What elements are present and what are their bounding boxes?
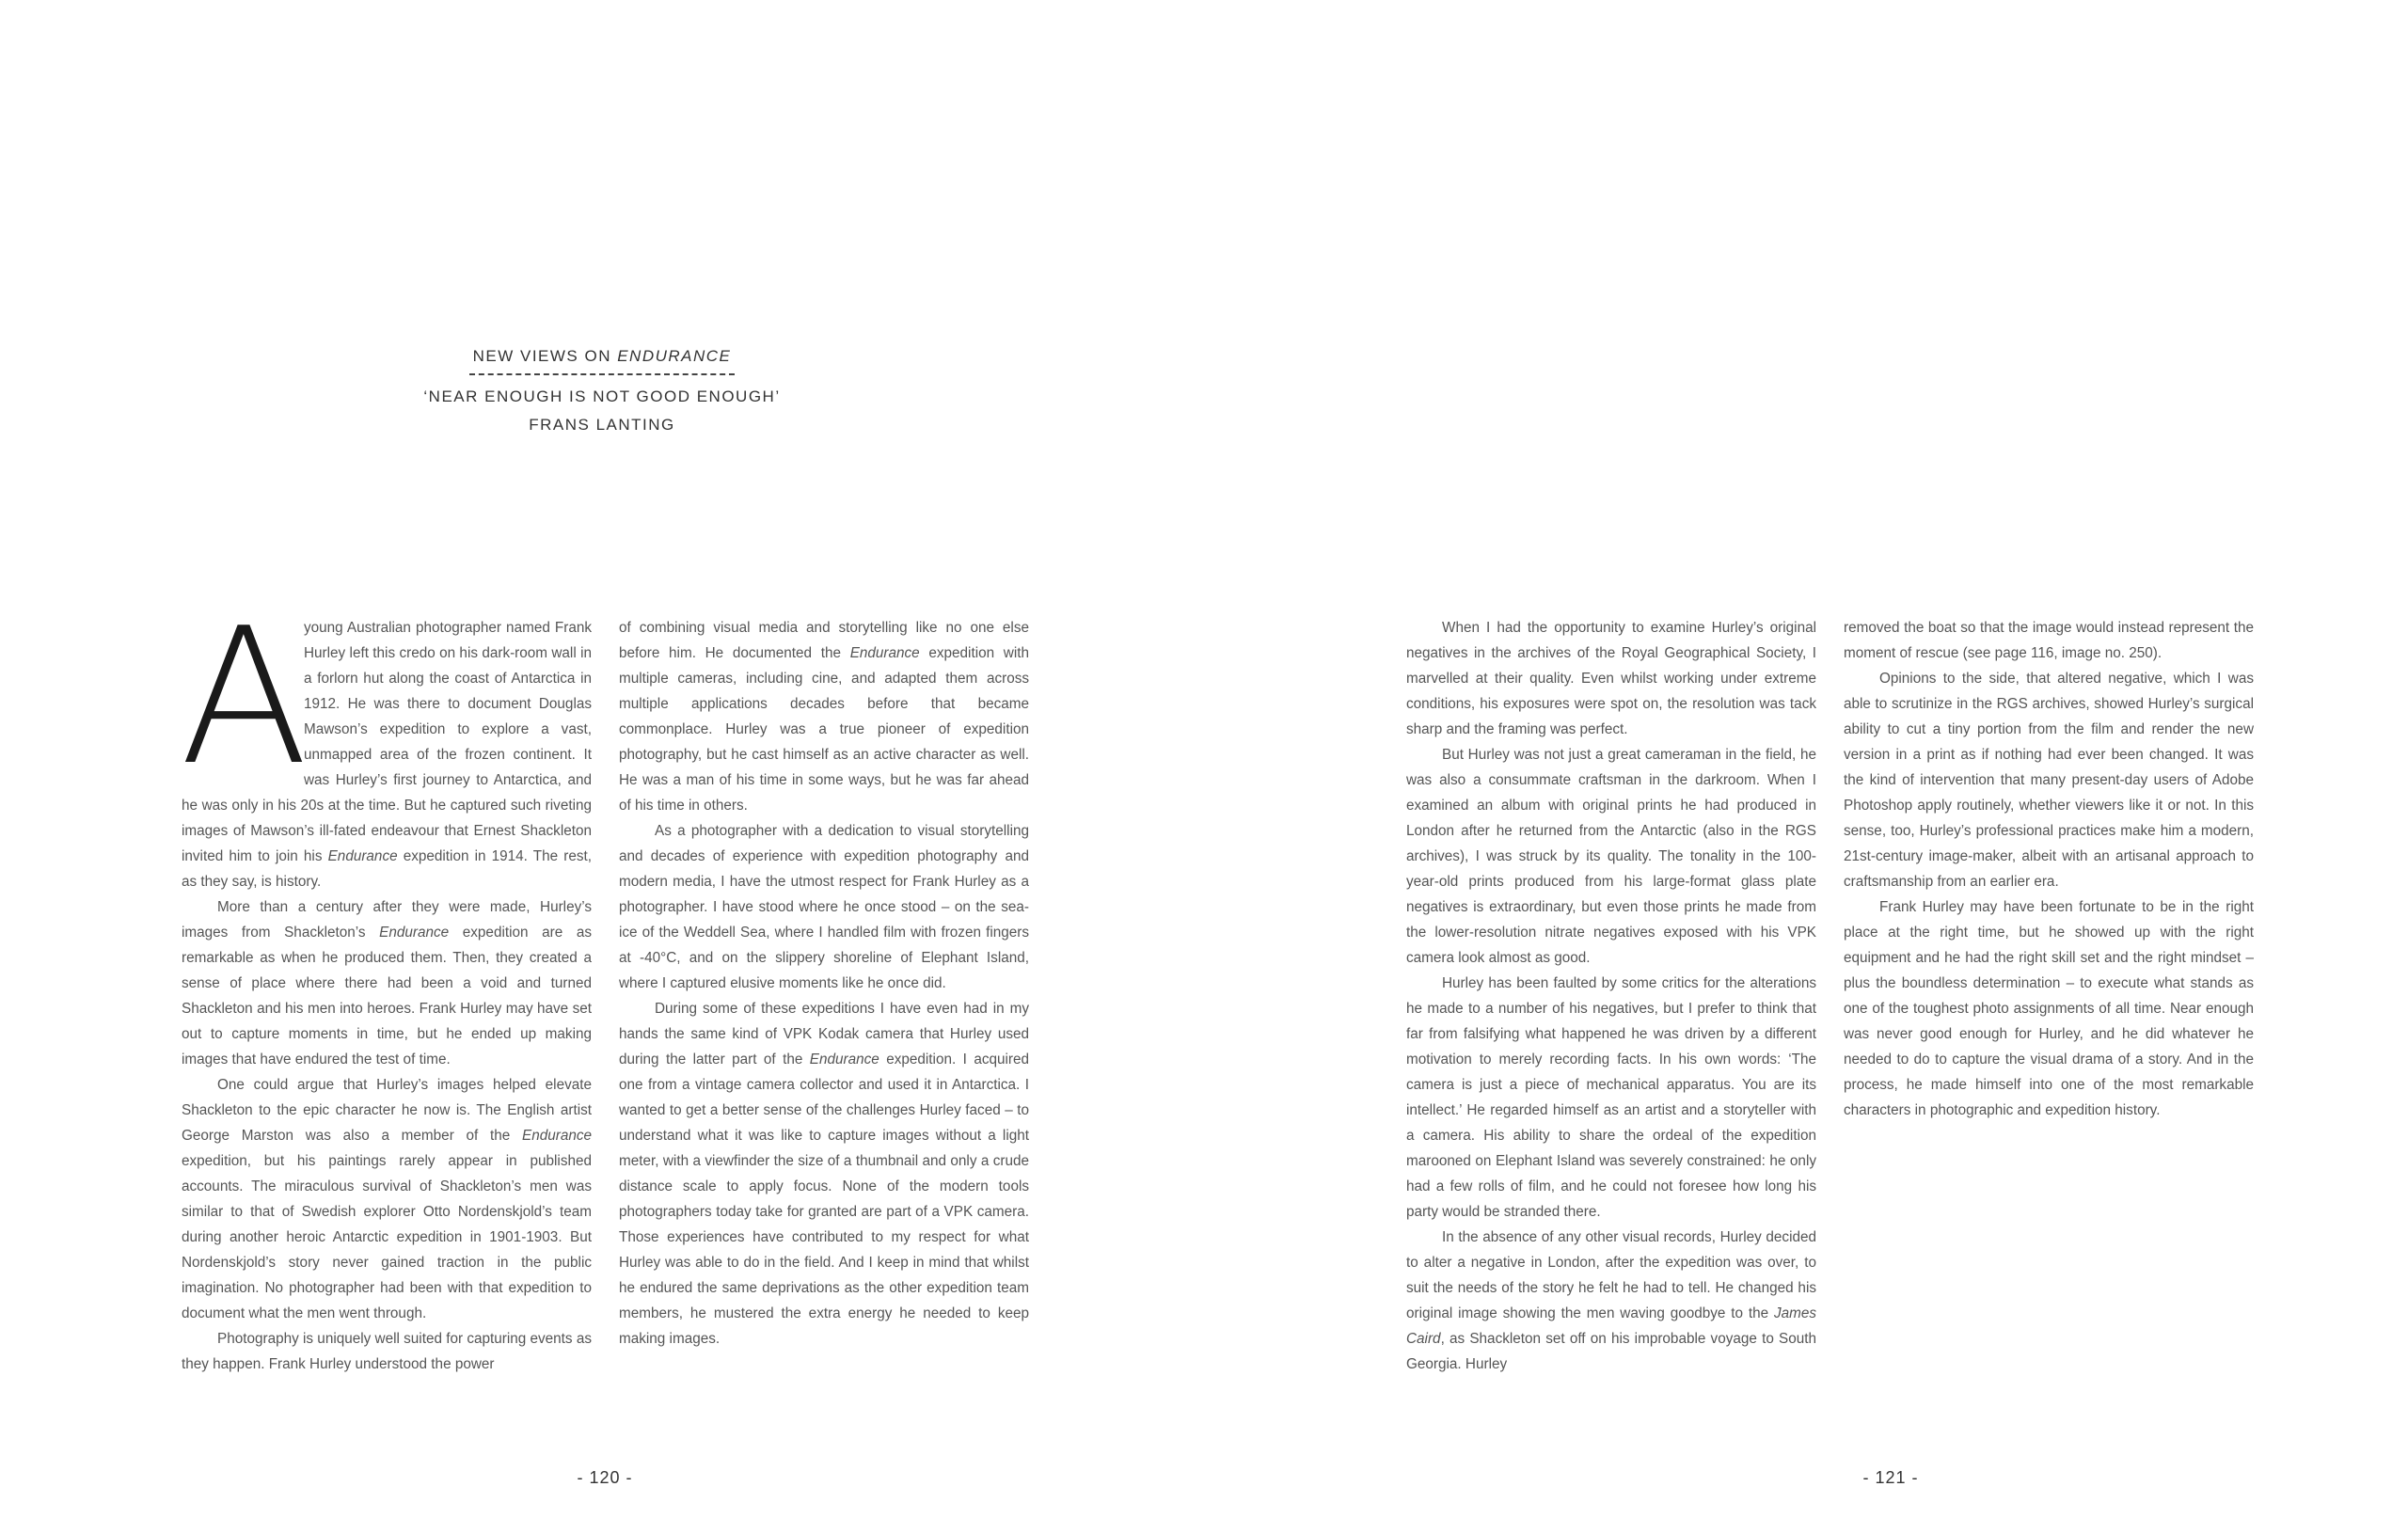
right-page bbox=[1204, 0, 2408, 1534]
paragraph: More than a century after they were made, Hurley’s images from Shackleton’s Endurance expedition are as remarkable as when he produced them. Then, they created a sense of place where there had been a void and turned Shackleton and his men into heroes. Frank Hurley may have set out to capture moments in time, but he ended up making images that have endured the test of time. bbox=[182, 899, 592, 1067]
paragraph: But Hurley was not just a great cameraman in the field, he was also a consummate craftsman in the darkroom. When I examined an album with original prints he had produced in London after he returned from the Antarctic (also in the RGS archives), I was struck by its quality. The tonality in the 100-year-old prints produced from his large-format glass plate negatives is extraordinary, but even those prints he made from the lower-resolution nitrate negatives exposed with his VPK camera look almost as good. bbox=[1406, 747, 1816, 966]
paragraph: One could argue that Hurley’s images helped elevate Shackleton to the epic character he now is. The English artist George Marston was also a member of the Endurance expedition, but his paintings rarely appear in published accounts. The miraculous survival of Shackleton’s men was similar to that of Swedish explorer Otto Nordenskjold’s team during another heroic Antarctic expedition in 1901-1903. But Nordenskjold’s story never gained traction in the public imagination. No photographer had been with that expedition to document what the men went through. bbox=[182, 1077, 592, 1321]
drop-cap-letter bbox=[180, 588, 309, 807]
page-number-left: - 120 - bbox=[577, 1468, 633, 1487]
series-title-italic: ENDURANCE bbox=[617, 347, 732, 365]
series-title-prefix: NEW VIEWS ON bbox=[472, 347, 618, 365]
page-number-right: - 121 - bbox=[1862, 1468, 1919, 1487]
text-column-2 bbox=[619, 615, 1029, 1352]
paragraph: In the absence of any other visual records, Hurley decided to alter a negative in London, after the expedition was over, to suit the needs of the story he felt he had to tell. He changed his original image showing the men waving goodbye to the James Caird, as Shackleton set off on his improbable voyage to South Georgia. Hurley bbox=[1406, 1229, 1816, 1372]
paragraph: Opinions to the side, that altered negative, which I was able to scrutinize in the RGS archives, showed Hurley’s surgical ability to cut a tiny portion from the film and render the new version in a print as if nothing had ever been changed. It was the kind of intervention that many present-day users of Adobe Photoshop apply routinely, whether viewers like it or not. In this sense, too, Hurley’s professional practices make him a modern, 21st-century image-maker, albeit with an artisanal approach to craftsmanship from an earlier era. bbox=[1844, 671, 2254, 890]
paragraph: young Australian photographer named Frank Hurley left this credo on his dark-room wall in a forlorn hut along the coast of Antarctica in 1912. He was there to document Douglas Mawson’s expedition to explore a vast, unmapped area of the frozen continent. It was Hurley’s first journey to Antarctica, and he was only in his 20s at the time. But he captured such riveting images of Mawson’s ill-fated endeavour that Ernest Shackleton invited him to join his Endurance expedition in 1914. The rest, as they say, is history. bbox=[182, 620, 592, 890]
chapter-heading bbox=[404, 343, 800, 439]
paragraph: of combining visual media and storytelling like no one else before him. He documented the Endurance expedition with multiple cameras, including cine, and adapted them across multiple applications decades before that became commonplace. Hurley was a true pioneer of expedition photography, but he cast himself as an active character as well. He was a man of his time in some ways, but he was far ahead of his time in others. bbox=[619, 620, 1029, 814]
heading-rule bbox=[469, 373, 735, 375]
series-title bbox=[404, 343, 800, 370]
paragraph: Hurley has been faulted by some critics for the alterations he made to a number of his negatives, but I prefer to think that far from falsifying what happened he was driven by a different motivation to merely recording facts. In his own words: ‘The camera is just a piece of mechanical apparatus. You are its intellect.’ He regarded himself as an artist and a storyteller with a camera. His ability to share the ordeal of the expedition marooned on Elephant Island was severely constrained: he only had a few rolls of film, and he could not foresee how long his party would be stranded there. bbox=[1406, 975, 1816, 1220]
essay-title: ‘NEAR ENOUGH IS NOT GOOD ENOUGH’ bbox=[423, 387, 781, 405]
paragraph: During some of these expeditions I have even had in my hands the same kind of VPK Kodak camera that Hurley used during the latter part of the Endurance expedition. I acquired one from a vintage camera collector and used it in Antarctica. I wanted to get a better sense of the challenges Hurley faced – to understand what it was like to capture images without a light meter, with a viewfinder the size of a thumbnail and only a crude distance scale to apply focus. None of the modern tools photographers today take for granted are part of a VPK camera. Those experiences have contributed to my respect for what Hurley was able to do in the field. And I keep in mind that whilst he endured the same deprivations as the other expedition team members, he mustered the extra energy he needed to keep making images. bbox=[619, 1001, 1029, 1347]
text-column-3 bbox=[1406, 615, 1816, 1377]
text-column-4 bbox=[1844, 615, 2254, 1123]
paragraph: As a photographer with a dedication to visual storytelling and decades of experience with expedition photography and modern media, I have the utmost respect for Frank Hurley as a photographer. I have stood where he once stood – on the sea-ice of the Weddell Sea, where I handled film with frozen fingers at -40°C, and on the slippery shoreline of Elephant Island, where I captured elusive moments like he once did. bbox=[619, 823, 1029, 991]
drop-cap-glyph: A bbox=[180, 588, 309, 807]
essay-author: FRANS LANTING bbox=[529, 416, 675, 434]
paragraph: When I had the opportunity to examine Hurley’s original negatives in the archives of the Royal Geographical Society, I marvelled at their quality. Even whilst working under extreme conditions, his exposures were spot on, the resolution was tack sharp and the framing was perfect. bbox=[1406, 620, 1816, 737]
drop-cap bbox=[180, 588, 309, 807]
paragraph: Photography is uniquely well suited for capturing events as they happen. Frank Hurley understood the power bbox=[182, 1331, 592, 1372]
text-column-1 bbox=[180, 588, 592, 1377]
paragraph: removed the boat so that the image would instead represent the moment of rescue (see page 116, image no. 250). bbox=[1844, 620, 2254, 661]
paragraph: Frank Hurley may have been fortunate to be in the right place at the right time, but he showed up with the right equipment and he had the right skill set and the right mindset – plus the boundless determination – to execute what stands as one of the toughest photo assignments of all time. Near enough was never good enough for Hurley, and he did whatever he needed to do to capture the visual drama of a story. And in the process, he made himself into one of the most remarkable characters in photographic and expedition history. bbox=[1844, 899, 2254, 1118]
